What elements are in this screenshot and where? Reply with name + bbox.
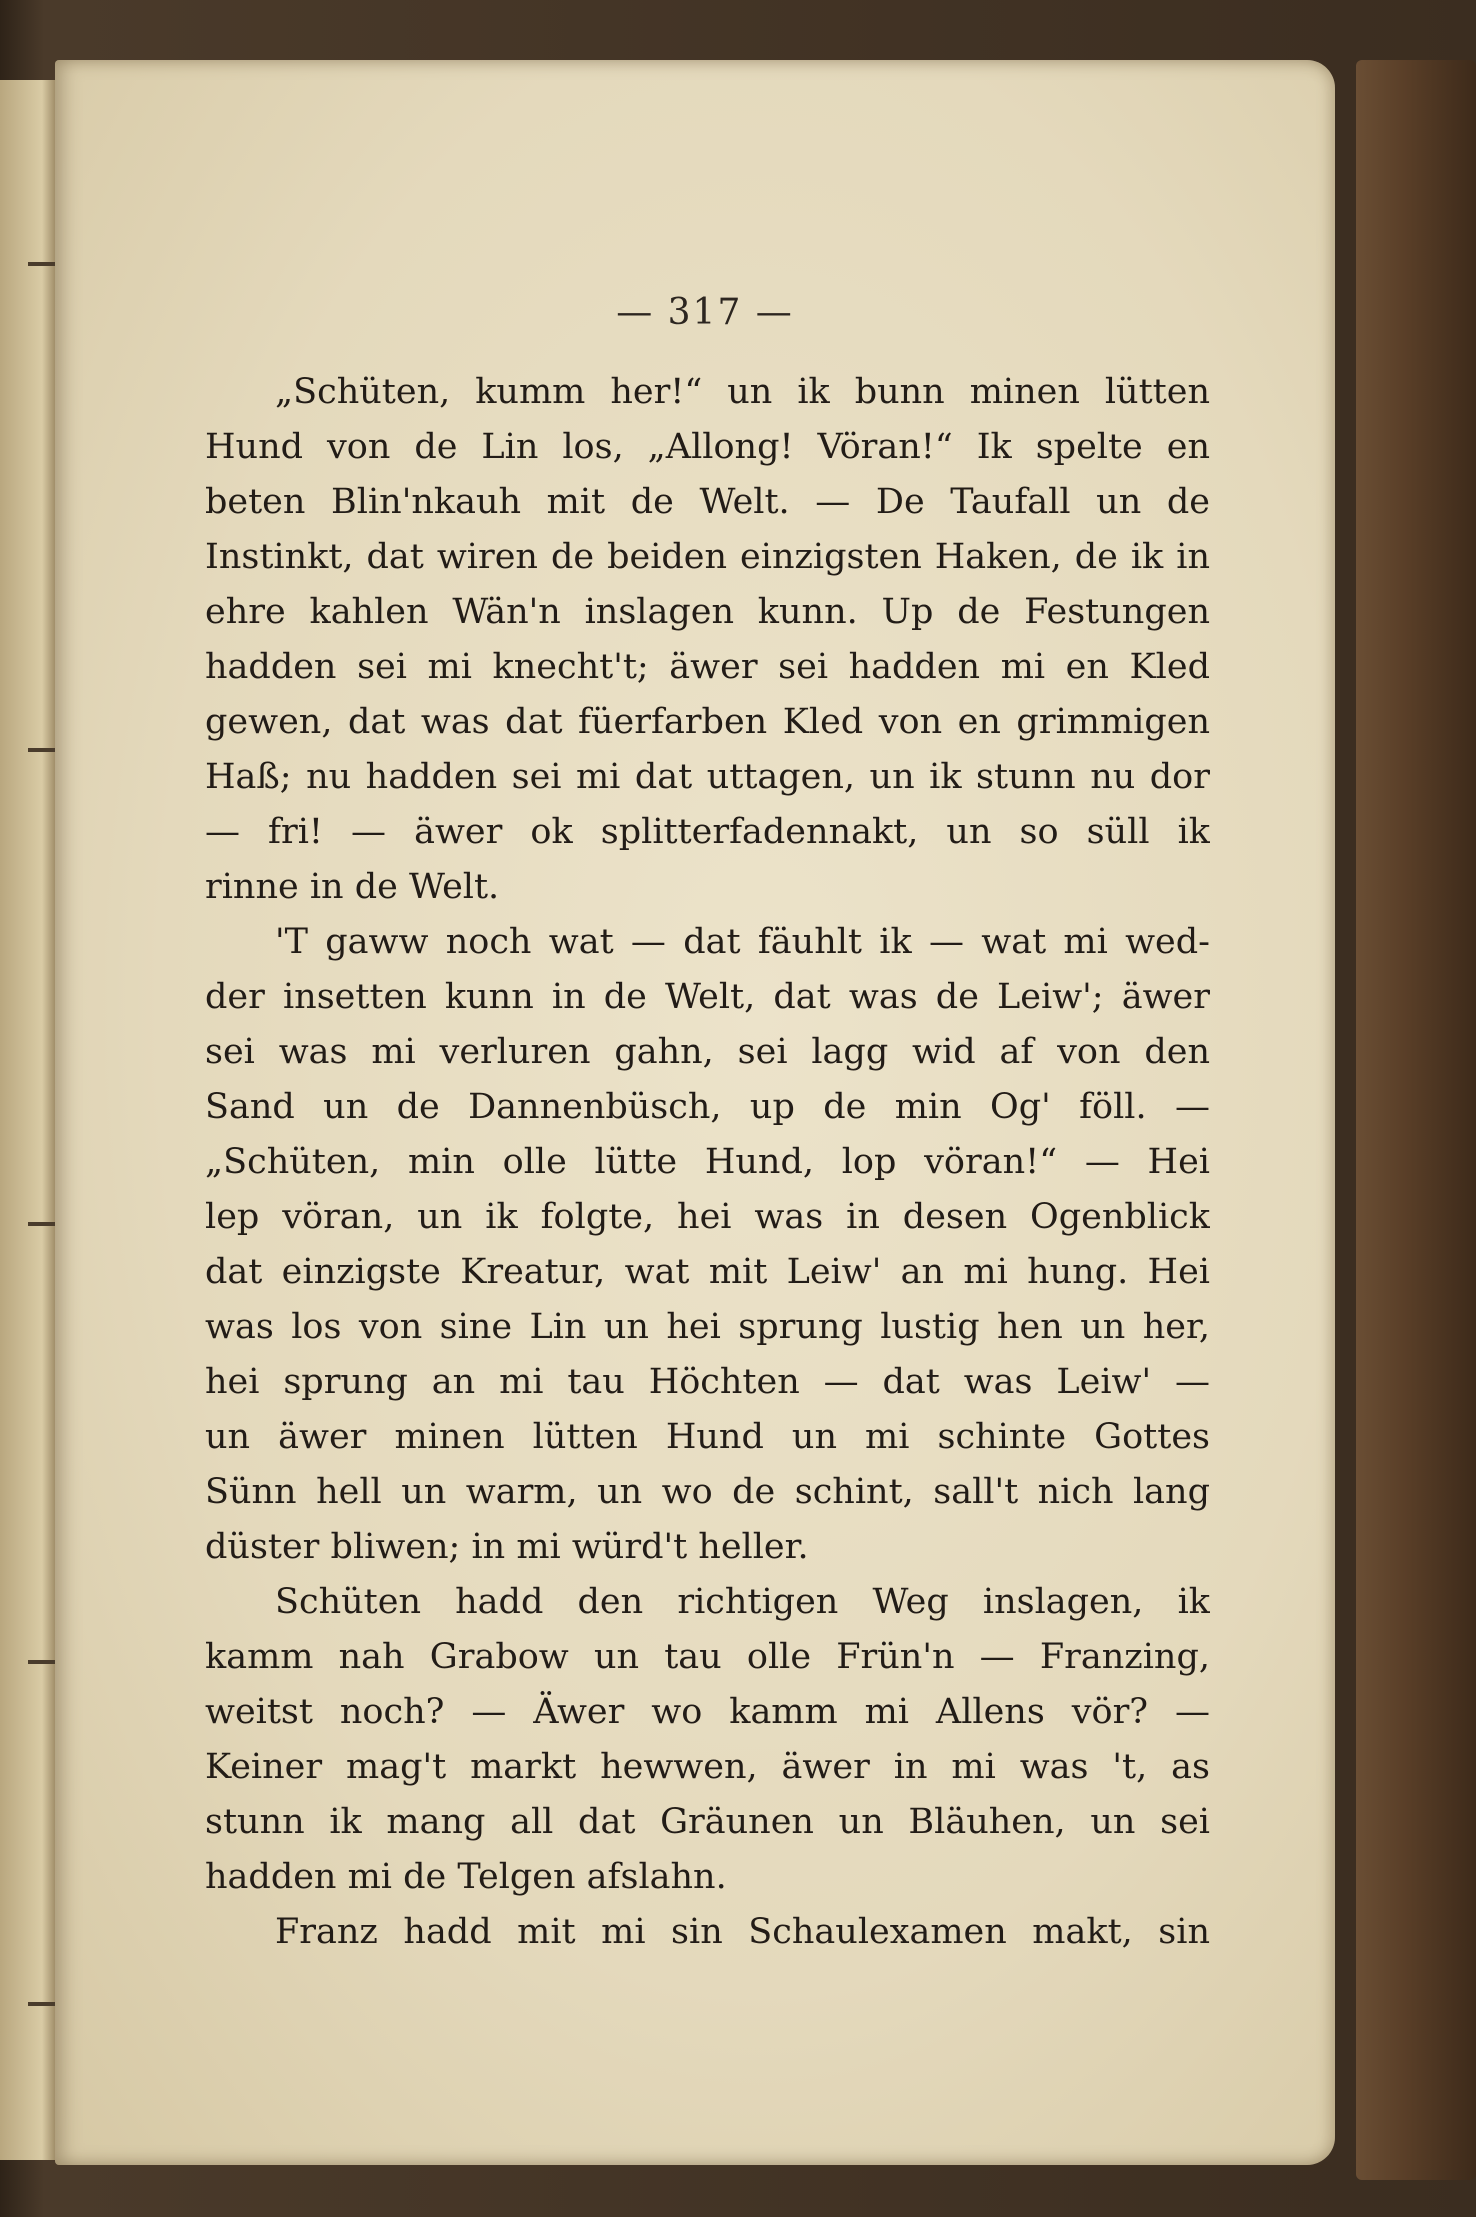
margin-mark: [28, 1222, 56, 1226]
text-line: 'T gaww noch wat — dat fäuhlt ik — wat mi wed-: [275, 922, 1210, 962]
page-number: — 317 —: [616, 292, 794, 333]
margin-mark: [28, 262, 56, 266]
text-line: hei sprung an mi tau Höchten — dat was Leiw' —: [205, 1362, 1210, 1402]
text-line: rinne in de Welt.: [205, 867, 500, 907]
text-line: sei was mi verluren gahn, sei lagg wid af von den: [205, 1032, 1210, 1072]
page-body: [205, 365, 1210, 1960]
margin-mark: [28, 1660, 56, 1664]
text-line: kamm nah Grabow un tau olle Frün'n — Franzing,: [205, 1637, 1210, 1677]
text-line: hadden sei mi knecht't; äwer sei hadden mi en Kled: [205, 647, 1210, 687]
text-line: „Schüten, kumm her!“ un ik bunn minen lütten: [275, 372, 1210, 412]
text-line: Sand un de Dannenbüsch, up de min Og' föll. —: [205, 1087, 1210, 1127]
text-line: was los von sine Lin un hei sprung lustig hen un her,: [205, 1307, 1210, 1347]
text-line: Schüten hadd den richtigen Weg inslagen, ik: [275, 1582, 1210, 1622]
text-line: — fri! — äwer ok splitterfadennakt, un so süll ik: [205, 812, 1210, 852]
text-line: hadden mi de Telgen afslahn.: [205, 1857, 727, 1897]
text-line: un äwer minen lütten Hund un mi schinte Gottes: [205, 1417, 1210, 1457]
text-line: „Schüten, min olle lütte Hund, lop vöran!“ — Hei: [205, 1142, 1210, 1182]
text-line: Franz hadd mit mi sin Schaulexamen makt, sin: [275, 1912, 1210, 1952]
text-line: lep vöran, un ik folgte, hei was in desen Ogenblick: [205, 1197, 1210, 1237]
left-page-edge: [0, 80, 60, 2160]
book-cover-edge: [1356, 60, 1476, 2180]
text-line: stunn ik mang all dat Gräunen un Bläuhen, un sei: [205, 1802, 1210, 1842]
text-line: Sünn hell un warm, un wo de schint, sall't nich lang: [205, 1472, 1210, 1512]
paragraph: [205, 1905, 1210, 1960]
text-line: Hund von de Lin los, „Allong! Vöran!“ Ik spelte en: [205, 427, 1210, 467]
paragraph: [205, 365, 1210, 915]
margin-mark: [28, 2002, 56, 2006]
margin-mark: [28, 748, 56, 752]
text-line: gewen, dat was dat füerfarben Kled von en grimmigen: [205, 702, 1210, 742]
text-line: der insetten kunn in de Welt, dat was de Leiw'; äwer: [205, 977, 1210, 1017]
text-line: Instinkt, dat wiren de beiden einzigsten Haken, de ik in: [205, 537, 1210, 577]
text-line: Haß; nu hadden sei mi dat uttagen, un ik stunn nu dor: [205, 757, 1210, 797]
paragraph: [205, 1575, 1210, 1905]
text-line: Keiner mag't markt hewwen, äwer in mi was 't, as: [205, 1747, 1210, 1787]
paragraph: [205, 915, 1210, 1575]
book-page: [55, 60, 1335, 2165]
text-line: ehre kahlen Wän'n inslagen kunn. Up de Festungen: [205, 592, 1210, 632]
text-line: düster bliwen; in mi würd't heller.: [205, 1527, 809, 1567]
text-line: dat einzigste Kreatur, wat mit Leiw' an mi hung. Hei: [205, 1252, 1210, 1292]
text-line: weitst noch? — Äwer wo kamm mi Allens vör? —: [205, 1692, 1210, 1732]
text-line: beten Blin'nkauh mit de Welt. — De Taufall un de: [205, 482, 1210, 522]
